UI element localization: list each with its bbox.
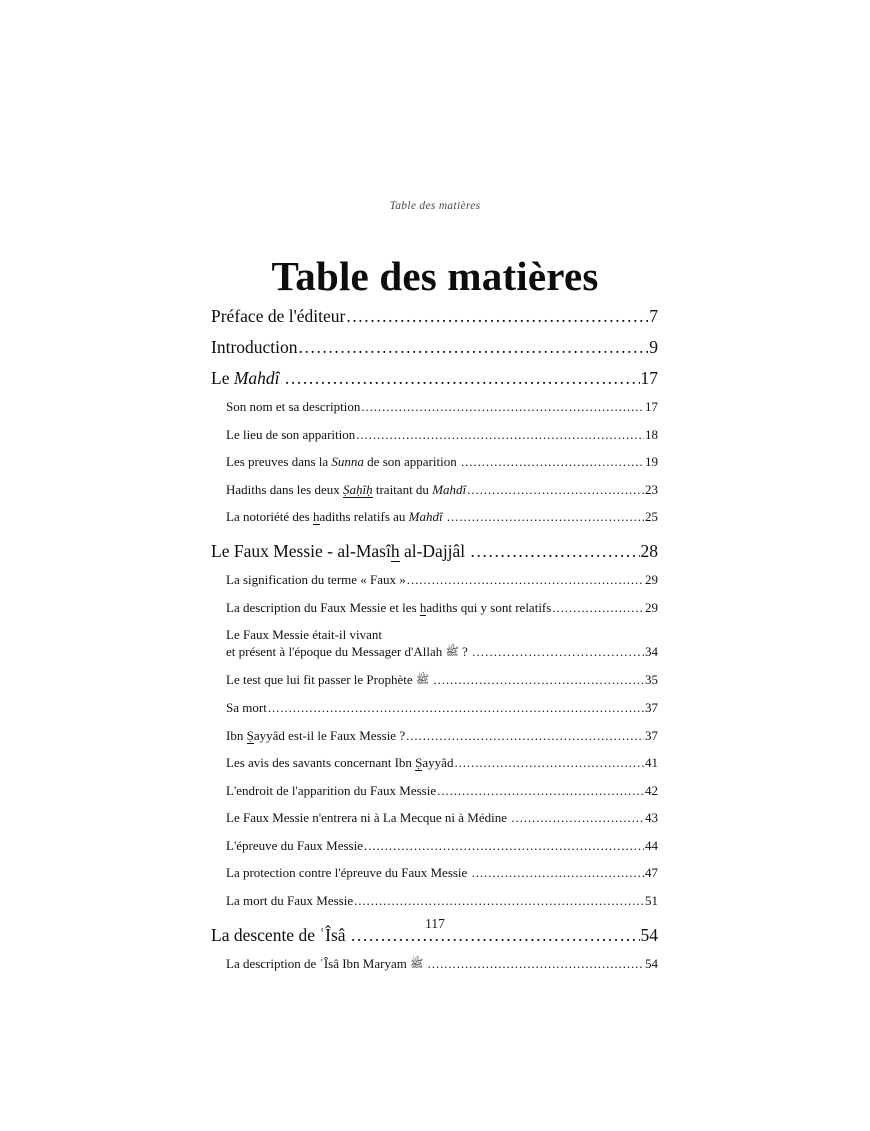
page-title: Table des matières (271, 253, 599, 300)
toc-page-number: 44 (645, 837, 658, 853)
toc-entry-son-nom[interactable] (226, 399, 658, 415)
toc-title-part: Ibn (226, 727, 247, 743)
toc-entry-endroit-apparition[interactable] (226, 783, 658, 799)
toc-leader-dots (467, 482, 644, 498)
toc-entry-mort-faux-messie[interactable] (226, 893, 658, 909)
toc-page-number: 28 (640, 541, 658, 561)
toc-leader-dots (433, 672, 644, 688)
toc-entry-title: Préface de l'éditeur (211, 306, 346, 326)
toc-page-number: 51 (645, 892, 658, 908)
toc-entry-title (211, 541, 470, 562)
toc-title-part: Les preuves dans la (226, 454, 332, 469)
toc-title-part-italic: Ṣaḥîḥ (342, 481, 373, 497)
toc-page-number: 17 (640, 368, 658, 388)
toc-page-number: 19 (645, 454, 658, 469)
toc-page-number: 37 (645, 727, 658, 743)
toc-title-part: Les avis des savants concernant Ibn (226, 755, 416, 771)
toc-entry-title (226, 509, 446, 525)
toc-leader-dots (428, 956, 644, 972)
toc-title-part-underdot: h (390, 541, 400, 561)
toc-page-number: 37 (645, 700, 658, 716)
toc-title-part: traitant du (372, 481, 433, 497)
toc-entry-title: Introduction (211, 337, 298, 357)
toc-title-part: La description de ʿÎsâ Ibn Maryam (226, 955, 411, 971)
toc-page-number: 29 (645, 599, 658, 615)
toc-entry-test-prophete[interactable] (226, 672, 658, 689)
toc-title-part: La notoriété des (226, 509, 313, 524)
toc-entry-introduction[interactable] (211, 337, 658, 358)
toc-leader-dots (285, 368, 640, 389)
toc-entry-notoriete-hadiths[interactable] (226, 509, 658, 525)
toc-entry-epreuve-faux-messie[interactable] (226, 838, 658, 854)
toc-leader-dots (447, 509, 644, 525)
toc-entry-description-faux-messie[interactable] (226, 600, 658, 616)
toc-title-part: Le (211, 368, 234, 388)
toc-page-number: 23 (645, 481, 658, 497)
toc-leader-dots (437, 783, 644, 799)
toc-title-part-italic: Mahdî (432, 481, 467, 497)
toc-entry-title (226, 644, 471, 661)
toc-title-part: La protection contre l'épreuve du Faux Messie (226, 865, 468, 881)
sallallahu-alayhi-wasallam-icon: ﷺ (415, 673, 430, 686)
toc-title-part: ayyâd (422, 755, 454, 771)
folio-page-number: 117 (425, 916, 445, 931)
toc-page-number: 42 (645, 782, 658, 798)
toc-title-part-underdot: Ṣ (246, 727, 254, 743)
toc-title-part: de son apparition (363, 454, 457, 469)
toc-title-part: adiths qui y sont relatifs (426, 599, 552, 615)
toc-title-part-italic: Sunna (331, 454, 364, 469)
toc-title-part: La descente de ʿÎsâ (211, 924, 346, 945)
toc-entry-ibn-sayyad-faux-messie[interactable] (226, 728, 658, 744)
toc-title-part: Le Faux Messie - al-Masî (211, 541, 391, 561)
toc-entry-mecque-medine[interactable] (226, 810, 658, 826)
toc-entry-title-line1: Le Faux Messie était-il vivant (226, 627, 382, 642)
toc-entry-title (226, 956, 427, 973)
toc-leader-dots (354, 893, 644, 909)
toc-entry-title (226, 728, 405, 744)
toc-entry-title (226, 454, 460, 470)
toc-leader-dots (364, 838, 644, 854)
toc-page-number: 43 (645, 810, 658, 826)
toc-leader-dots (268, 700, 644, 716)
toc-title-part: al-Dajjâl (399, 541, 466, 561)
toc-title-part: ayyâd est-il le Faux Messie ? (253, 727, 406, 743)
toc-entry-protection-epreuve[interactable] (226, 865, 658, 881)
toc-page-number: 7 (649, 306, 658, 326)
toc-entry-signification-faux[interactable] (226, 572, 658, 588)
toc-entry-title: L'endroit de l'apparition du Faux Messie (226, 782, 437, 798)
toc-leader-dots (356, 427, 644, 443)
toc-entry-title (226, 810, 510, 826)
toc-page-number: 35 (645, 671, 658, 687)
toc-leader-dots (511, 810, 644, 826)
toc-entry-title (211, 368, 284, 389)
toc-title-part: La description du Faux Messie et les (226, 599, 420, 615)
toc-title-part-underdot: Ṣ (415, 755, 423, 771)
toc-page-number: 18 (645, 426, 658, 442)
toc-entry-title (226, 865, 471, 881)
toc-page-number: 54 (645, 955, 658, 971)
toc-entry-title: La mort du Faux Messie (226, 892, 354, 908)
toc-title-part-underdot: h (313, 509, 320, 524)
running-header: Table des matières (389, 200, 481, 212)
toc-leader-dots (407, 572, 644, 588)
toc-entry-title: Le lieu de son apparition (226, 426, 356, 442)
toc-title-part: adiths relatifs au (319, 509, 409, 524)
toc-entry-title: L'épreuve du Faux Messie (226, 837, 364, 853)
toc-entry-title (226, 482, 466, 498)
toc-page-number: 54 (640, 924, 658, 945)
toc-entry-faux-messie-vivant[interactable] (226, 627, 658, 660)
toc-leader-dots (406, 728, 644, 744)
toc-entry-title: Son nom et sa description (226, 399, 361, 414)
sallallahu-alayhi-wasallam-icon: ﷺ (445, 645, 459, 658)
toc-entry-hadiths-sahih[interactable] (226, 482, 658, 498)
toc-title-part: Hadiths dans les deux (226, 481, 343, 497)
toc-page-number: 47 (645, 865, 658, 881)
toc-page-number: 29 (645, 572, 658, 587)
toc-entry-preface[interactable] (211, 306, 658, 327)
toc-title-part: et présent à l'époque du Messager d'Allah (226, 643, 446, 659)
toc-title-part: ? (458, 643, 468, 659)
toc-page-number: 34 (645, 643, 658, 659)
toc-page-number: 41 (645, 755, 658, 771)
toc-leader-dots (471, 541, 640, 562)
toc-entry-faux-messie[interactable] (211, 541, 658, 562)
toc-entry-title (226, 672, 432, 689)
toc-entry-title (226, 600, 551, 616)
alayhimas-salam-icon: ﷺ (410, 957, 424, 970)
toc-page-number: 9 (649, 337, 658, 357)
toc-leader-dots (454, 755, 644, 771)
toc-leader-dots (361, 399, 644, 415)
toc-entry-preuves-sunna[interactable] (226, 454, 658, 470)
toc-entry-title-line2 (226, 644, 658, 661)
toc-leader-dots (472, 865, 644, 881)
toc-entry-description-isa[interactable] (226, 956, 658, 973)
toc-page-number: 25 (645, 509, 658, 524)
toc-leader-dots (346, 306, 648, 327)
toc-leader-dots (461, 454, 644, 470)
toc-page-number: 17 (645, 399, 658, 414)
toc-title-part: Le Faux Messie n'entrera ni à La Mecque ni à Médine (226, 810, 508, 826)
toc-title-part: Le test que lui fit passer le Prophète (226, 671, 416, 687)
toc-entry-lieu-apparition[interactable] (226, 427, 658, 443)
toc-leader-dots (299, 337, 649, 358)
toc-title-part-italic: Mahdî (408, 509, 443, 524)
toc-entry-title: Sa mort (226, 700, 267, 716)
toc-title-part-italic: Mahdî (233, 368, 280, 388)
toc-entry-title (226, 755, 453, 771)
toc-leader-dots (472, 644, 644, 661)
toc-entry-title: La signification du terme « Faux » (226, 572, 406, 587)
toc-entry-sa-mort[interactable] (226, 700, 658, 716)
toc-entry-avis-savants-ibn-sayyad[interactable] (226, 755, 658, 771)
toc-leader-dots (552, 600, 644, 616)
table-of-contents (211, 306, 658, 984)
toc-title-part-underdot: h (419, 599, 427, 615)
toc-entry-le-mahdi[interactable] (211, 368, 658, 389)
